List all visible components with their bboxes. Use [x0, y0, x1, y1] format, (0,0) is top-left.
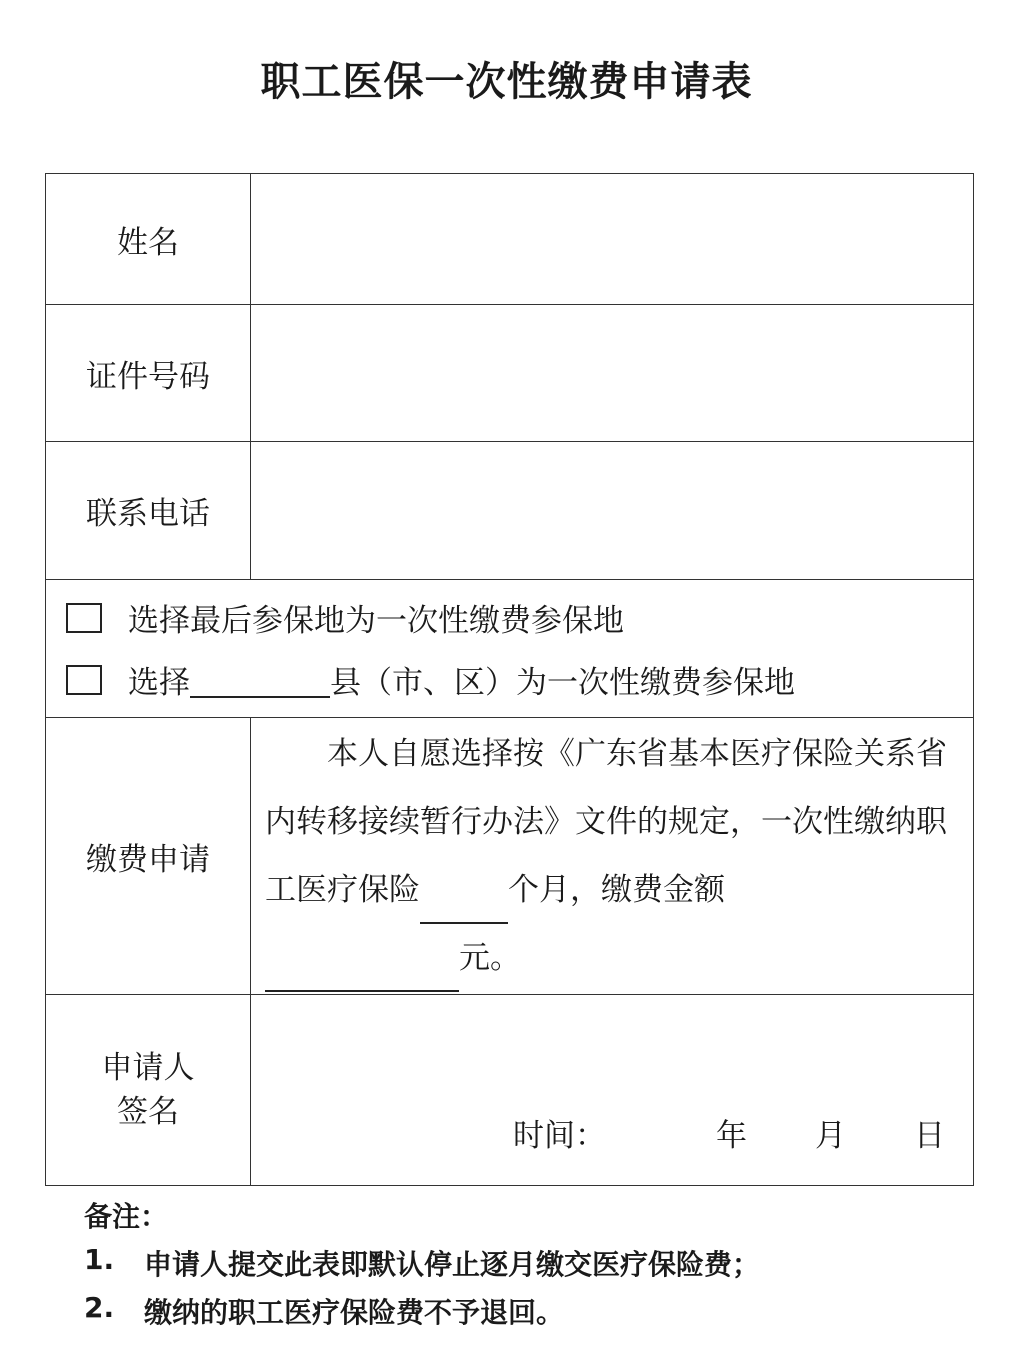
application-form-table [45, 173, 974, 1186]
day-label: 日 [914, 1118, 945, 1154]
name-label: 姓名 [46, 174, 251, 305]
choice-option-2-prefix: 选择 [128, 665, 190, 701]
choice-option-2-suffix: 县（市、区）为一次性缴费参保地 [330, 665, 795, 701]
payment-application-label: 缴费申请 [46, 718, 251, 995]
notes-heading: 备注： [84, 1200, 169, 1233]
month-label: 月 [815, 1118, 846, 1154]
checkbox-selected-county[interactable] [66, 665, 102, 695]
year-label: 年 [716, 1118, 747, 1154]
page-title: 职工医保一次性缴费申请表 [260, 59, 753, 105]
phone-field[interactable] [251, 442, 974, 580]
note-item [84, 1291, 760, 1331]
signature-label-line-2: 签名 [117, 1094, 179, 1130]
application-statement [251, 720, 973, 992]
statement-part-2: 个月，缴费金额 [508, 872, 725, 908]
note-text: 缴纳的职工医疗保险费不予退回。 [144, 1296, 565, 1329]
id-number-label: 证件号码 [46, 305, 251, 442]
phone-label: 联系电话 [46, 442, 251, 580]
note-number: 1. [84, 1243, 115, 1276]
applicant-signature-label [46, 995, 251, 1186]
note-number: 2. [84, 1291, 115, 1324]
payment-application-content [251, 718, 974, 995]
time-label: 时间： [513, 1118, 606, 1154]
note-item [84, 1243, 760, 1283]
name-field[interactable] [251, 174, 974, 305]
statement-part-1: 本人自愿选择按《广东省基本医疗保险关系省内转移接续暂行办法》文件的规定，一次性缴纳职工医疗保险 [265, 736, 947, 908]
choice-option-1-label: 选择最后参保地为一次性缴费参保地 [128, 603, 624, 639]
notes-section [84, 1195, 760, 1339]
signature-field[interactable] [251, 995, 974, 1186]
signature-date [513, 1110, 945, 1155]
choice-option-2 [46, 649, 973, 711]
statement-part-3: 元。 [459, 940, 521, 976]
checkbox-last-insured-location[interactable] [66, 603, 102, 633]
months-blank[interactable] [420, 888, 508, 924]
insured-location-choice [46, 580, 974, 718]
note-text: 申请人提交此表即默认停止逐月缴交医疗保险费； [144, 1248, 761, 1281]
choice-option-1 [46, 587, 973, 649]
id-number-field[interactable] [251, 305, 974, 442]
signature-label-line-1: 申请人 [101, 1050, 195, 1086]
amount-blank[interactable] [265, 956, 459, 992]
county-blank[interactable] [190, 662, 330, 698]
